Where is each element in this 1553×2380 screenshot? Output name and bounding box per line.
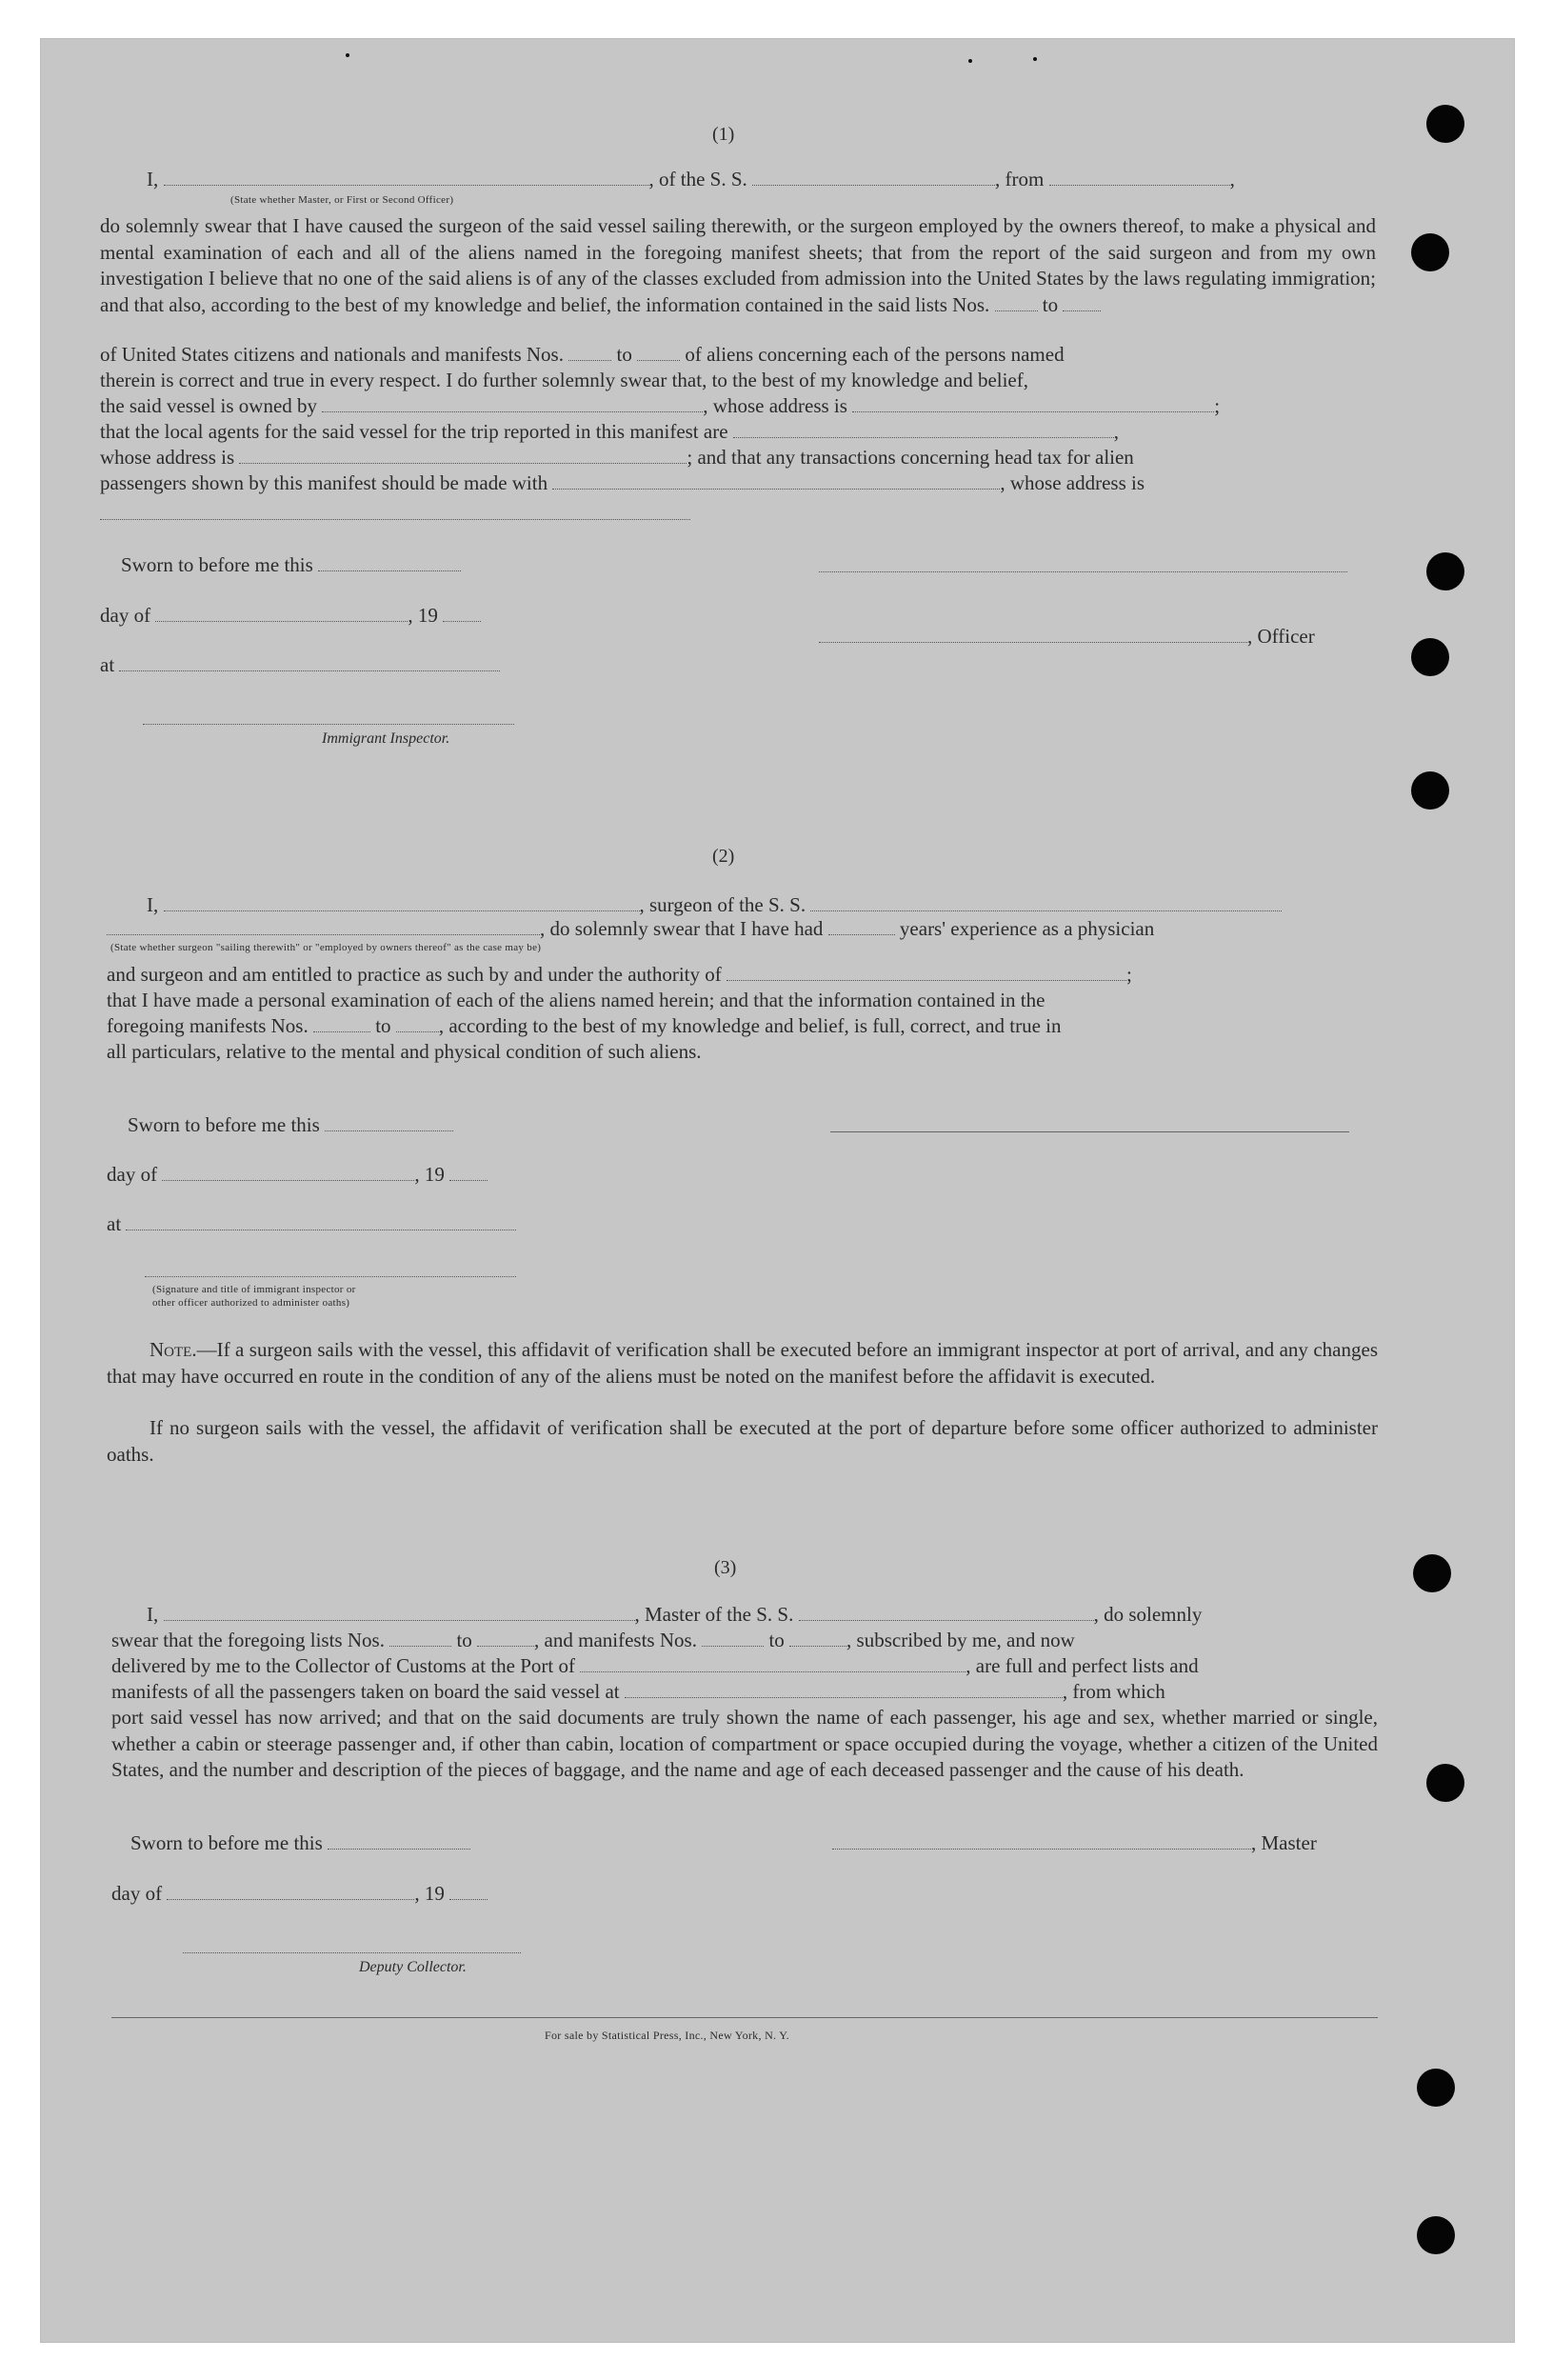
s2-sworn: Sworn to before me this (128, 1112, 453, 1138)
s3-sworn: Sworn to before me this (130, 1830, 470, 1856)
s2-line6: all particulars, relative to the mental and physical condition of such aliens. (107, 1040, 702, 1063)
manifest-page (40, 38, 1515, 2343)
punch-hole-icon (1417, 2069, 1455, 2107)
s2-line3: and surgeon and am entitled to practice as such by and under the authority of ; (107, 963, 1132, 986)
s3-deputy-blank (183, 1952, 521, 1953)
s1-inspector-caption: Immigrant Inspector. (322, 730, 450, 747)
s1-sworn: Sworn to before me this (121, 552, 461, 578)
caption-signature-2: other officer authorized to administer oaths) (152, 1297, 350, 1309)
section-2-number: (2) (712, 846, 735, 867)
s2-note-2: If no surgeon sails with the vessel, the affidavit of verification shall be executed at the port of departure before some officer authorized to administer oaths. (107, 1416, 1378, 1466)
punch-hole-icon (1426, 1764, 1464, 1802)
punch-hole-icon (1413, 1554, 1451, 1592)
footer-printer: For sale by Statistical Press, Inc., New York, N. Y. (545, 2029, 789, 2042)
s3-deputy-caption: Deputy Collector. (359, 1959, 467, 1975)
s1-address-blank (100, 519, 690, 520)
s1-officer-line: , Officer (819, 624, 1315, 650)
s1-passengers-line: passengers shown by this manifest should be made with , whose address is (100, 471, 1145, 494)
s1-inspector-blank (143, 724, 514, 725)
s2-at: at (107, 1211, 516, 1237)
scan-speck (968, 59, 972, 63)
s1-citizens-line: of United States citizens and nationals and manifests Nos. to of aliens concerning each of the persons named (100, 343, 1065, 366)
s1-line1: I, , of the S. S. , from , (147, 168, 1235, 190)
s1-correct-line: therein is correct and true in every respect. I do further solemnly swear that, to the best of my knowledge and belief, (100, 369, 1028, 391)
section-1-number: (1) (712, 124, 735, 145)
caption-signature-1: (Signature and title of immigrant inspector or (152, 1284, 356, 1295)
s2-signature-line (830, 1131, 1349, 1132)
s2-line5: foregoing manifests Nos. to , according to the best of my knowledge and belief, is full, correct, and true in (107, 1014, 1062, 1037)
punch-hole-icon (1411, 771, 1449, 810)
scan-speck (346, 53, 349, 57)
s1-paragraph: do solemnly swear that I have caused the surgeon of the said vessel sailing therewith, or the surgeon employed by the owners thereof, to make a physical and mental examination of each and all of the aliens named in the foregoing manifest sheets; that from the report of the said surgeon and from my own investigation I believe that no one of the said aliens is of any of the classes excluded from admission into the United States by the laws regulating immigration; and that also, according to the best of my knowledge and belief, the information contained in the said lists Nos. to (100, 214, 1376, 316)
s3-line1: I, , Master of the S. S. , do solemnly (147, 1603, 1203, 1626)
caption-surgeon: (State whether surgeon "sailing therewith" or "employed by owners thereof" as the case may be) (110, 942, 542, 953)
s1-agents-line: that the local agents for the said vessel for the trip reported in this manifest are , (100, 420, 1120, 443)
s2-signature-blank (145, 1276, 516, 1277)
punch-hole-icon (1417, 2216, 1455, 2254)
s3-paragraph: port said vessel has now arrived; and that on the said documents are truly shown the name of each passenger, his age and sex, whether married or single, whether a cabin or steerage passenger and, if other than cabin, location of compartment or space occupied during the voyage, whether a citizen of the United States, and the number and description of the pieces of baggage, and the name and age of each deceased passenger and the cause of his death. (111, 1706, 1378, 1781)
s3-day-of: day of , 19 (111, 1881, 488, 1907)
s1-day-of: day of , 19 (100, 603, 481, 629)
s3-line4: manifests of all the passengers taken on board the said vessel at , from which (111, 1680, 1165, 1703)
punch-hole-icon (1411, 233, 1449, 271)
s1-owned-line: the said vessel is owned by , whose address is ; (100, 394, 1221, 417)
s2-line4: that I have made a personal examination of each of the aliens named herein; and that the information contained in the (107, 989, 1045, 1011)
s1-signature-blank (819, 571, 1347, 572)
s2-line1: I, , surgeon of the S. S. (147, 892, 1282, 918)
punch-hole-icon (1426, 105, 1464, 143)
s2-line2: , do solemnly swear that I have had years' experience as a physician (107, 916, 1154, 942)
s1-whose-line: whose address is ; and that any transactions concerning head tax for alien (100, 446, 1134, 469)
punch-hole-icon (1426, 552, 1464, 590)
s2-note: Note.—If a surgeon sails with the vessel, this affidavit of verification shall be executed before an immigrant inspector at port of arrival, and any changes that may have occurred en route in the condition of any of the aliens must be noted on the manifest before the affidavit is executed. (107, 1338, 1378, 1388)
s1-at: at (100, 652, 500, 678)
punch-hole-icon (1411, 638, 1449, 676)
footer-rule (111, 2017, 1378, 2018)
caption-master-officer: (State whether Master, or First or Second Officer) (230, 194, 454, 206)
s3-line2: swear that the foregoing lists Nos. to , and manifests Nos. to , subscribed by me, and now (111, 1629, 1075, 1651)
s3-master-line: , Master (832, 1830, 1317, 1856)
s2-day-of: day of , 19 (107, 1162, 488, 1188)
section-3-number: (3) (714, 1557, 737, 1578)
s3-line3: delivered by me to the Collector of Customs at the Port of , are full and perfect lists and (111, 1654, 1199, 1677)
scan-speck (1033, 57, 1037, 61)
